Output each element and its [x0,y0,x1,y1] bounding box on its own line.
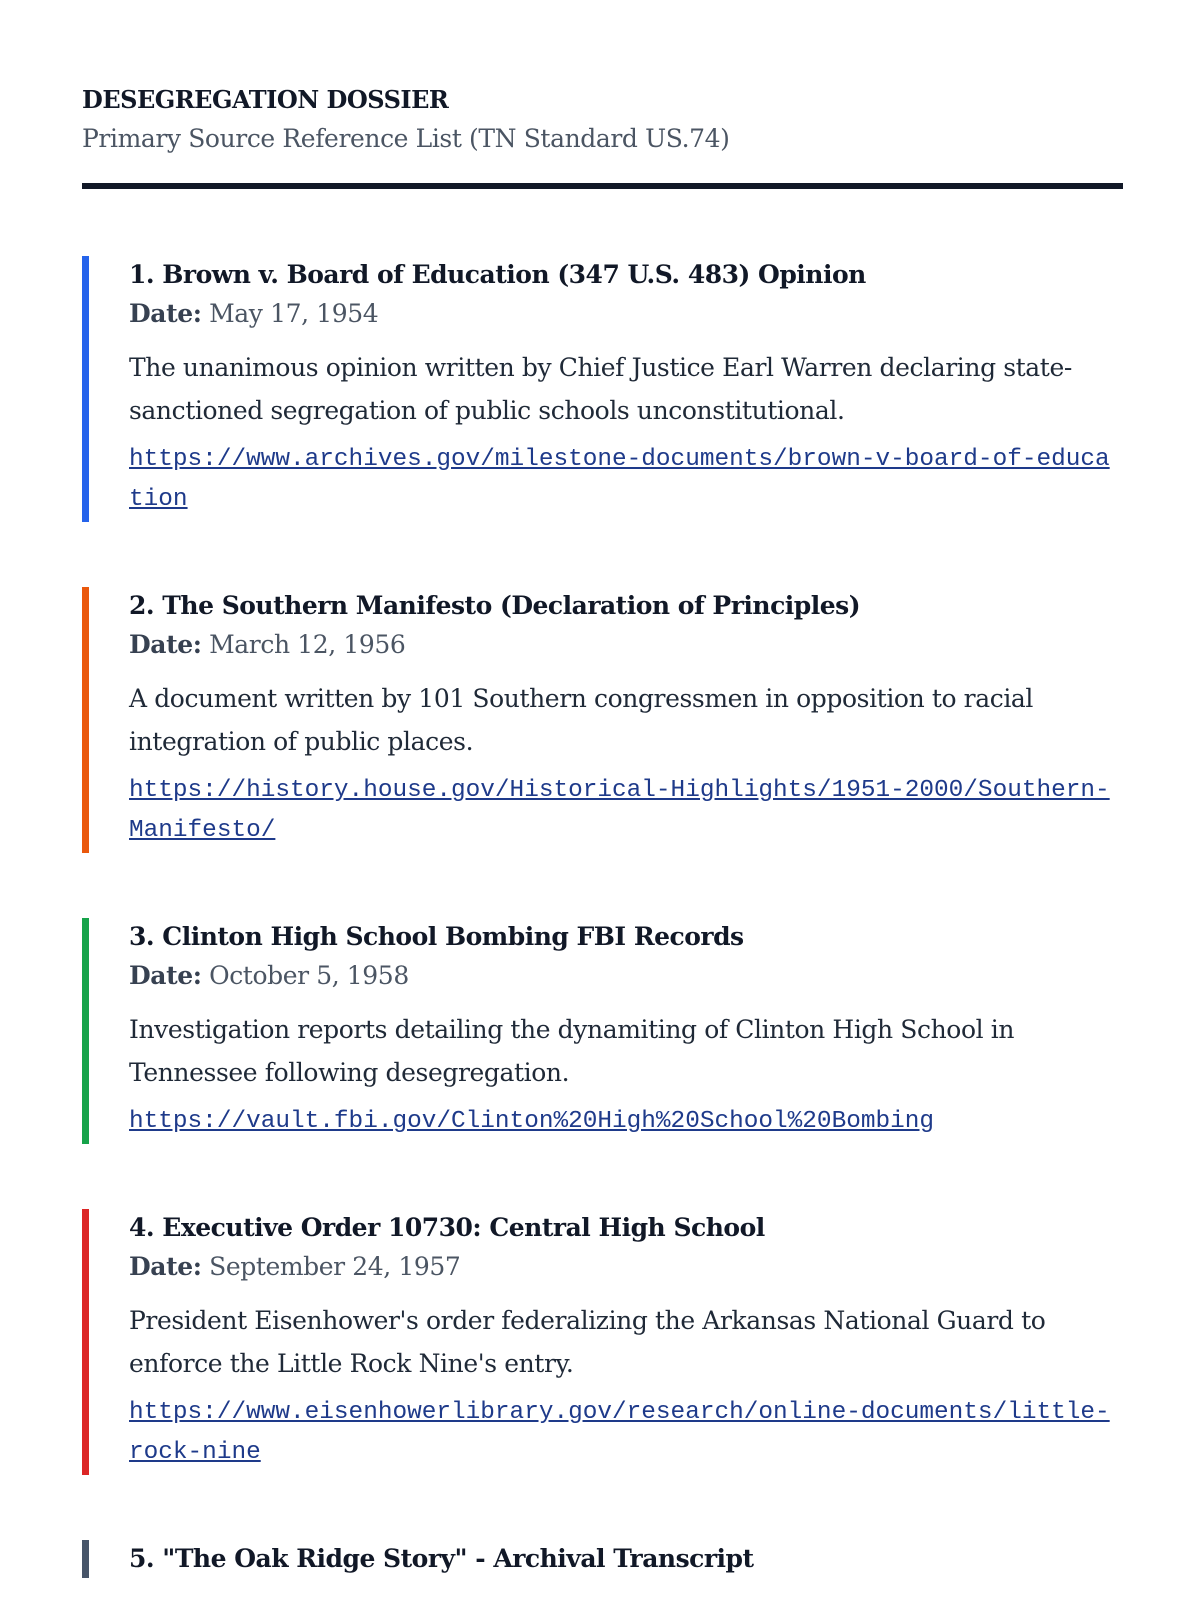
source-link[interactable]: https://history.house.gov/Historical-Highlights/1951-2000/Southern-Manifesto/ [129,777,1110,844]
date-label: Date: [129,961,202,990]
source-link[interactable]: https://vault.fbi.gov/Clinton%20High%20School%20Bombing [129,1108,935,1135]
source-title: 3. Clinton High School Bombing FBI Records [129,922,744,951]
source-description: President Eisenhower's order federalizing the Arkansas National Guard to enforce the Little Rock Nine's entry. [129,1306,1046,1378]
source-title: 4. Executive Order 10730: Central High School [129,1213,765,1242]
source-entry-5 [82,1540,1116,1578]
date-value: October 5, 1958 [209,961,409,990]
source-description: A document written by 101 Southern congressmen in opposition to racial integration of public places. [129,684,1034,756]
source-link[interactable]: https://www.eisenhowerlibrary.gov/research/online-documents/little-rock-nine [129,1399,1110,1466]
page-title: DESEGREGATION DOSSIER [82,85,449,114]
source-description: Investigation reports detailing the dynamiting of Clinton High School in Tennessee following desegregation. [129,1015,1015,1087]
date-value: May 17, 1954 [209,299,379,328]
date-label: Date: [129,299,202,328]
date-value: September 24, 1957 [209,1252,461,1281]
page-subtitle: Primary Source Reference List (TN Standard US.74) [82,124,730,153]
source-title: 1. Brown v. Board of Education (347 U.S. 483) Opinion [129,260,866,289]
source-description: The unanimous opinion written by Chief Justice Earl Warren declaring state-sanctioned segregation of public schools unconstitutional. [129,353,1072,425]
date-value: March 12, 1956 [209,630,406,659]
source-entry-2 [82,587,1116,853]
source-entry-4 [82,1209,1116,1475]
source-date [129,294,1116,334]
source-title: 5. "The Oak Ridge Story" - Archival Transcript [129,1544,754,1573]
source-date [129,956,1116,996]
source-entry-3 [82,918,1116,1144]
source-list [82,256,1118,1578]
source-date [129,1247,1116,1287]
source-title: 2. The Southern Manifesto (Declaration of Principles) [129,591,861,620]
source-entry-1 [82,256,1116,522]
date-label: Date: [129,1252,202,1281]
dossier-header [82,84,1118,189]
date-label: Date: [129,630,202,659]
source-link[interactable]: https://www.archives.gov/milestone-documents/brown-v-board-of-education [129,446,1110,513]
header-divider [82,183,1123,189]
source-date [129,625,1116,665]
